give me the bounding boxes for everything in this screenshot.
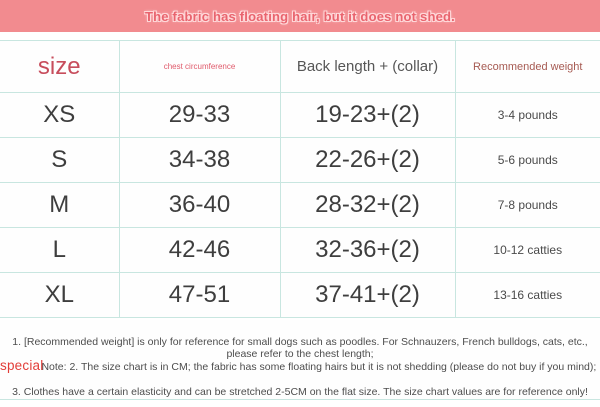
note-line-3: 3. Clothes have a certain elasticity and can be stretched 2-5CM on the flat size. The size chart values are for reference only! xyxy=(12,386,588,398)
note-line-1: 1. [Recommended weight] is only for reference for small dogs such as poodles. For Schnauzers, French bulldogs, cats, etc., please refer to the chest length; xyxy=(12,336,588,360)
top-banner xyxy=(0,0,600,32)
chest-value: 42-46 xyxy=(119,228,280,273)
table-row-s xyxy=(0,138,600,183)
back-value: 28-32+(2) xyxy=(280,183,455,228)
chest-value: 47-51 xyxy=(119,273,280,318)
table-row-xs xyxy=(0,93,600,138)
back-value: 32-36+(2) xyxy=(280,228,455,273)
back-value: 22-26+(2) xyxy=(280,138,455,183)
back-value: 37-41+(2) xyxy=(280,273,455,318)
table-row-m xyxy=(0,183,600,228)
weight-value: 5-6 pounds xyxy=(455,138,600,183)
size-label: XL xyxy=(0,273,119,318)
size-label: L xyxy=(0,228,119,273)
note-label: Note: xyxy=(41,361,67,373)
chest-value: 29-33 xyxy=(119,93,280,138)
header-recommended-weight: Recommended weight xyxy=(455,41,600,93)
size-table xyxy=(0,40,600,318)
special-note-label: special xyxy=(0,358,44,373)
size-label: S xyxy=(0,138,119,183)
header-chest-circumference: chest circumference xyxy=(119,41,280,93)
header-back-length: Back length + (collar) xyxy=(280,41,455,93)
chest-value: 36-40 xyxy=(119,183,280,228)
header-size: size xyxy=(0,41,119,93)
table-row-l xyxy=(0,228,600,273)
weight-value: 10-12 catties xyxy=(455,228,600,273)
back-value: 19-23+(2) xyxy=(280,93,455,138)
banner-text: The fabric has floating hair, but it does not shed. xyxy=(145,8,455,24)
note-line-2-text: 2. The size chart is in CM; the fabric has some floating hairs but it is not shedding (please do not buy if you mind); xyxy=(69,361,597,373)
chest-value: 34-38 xyxy=(119,138,280,183)
note-line-2 xyxy=(0,360,600,373)
table-row-xl xyxy=(0,273,600,318)
notes-section xyxy=(0,320,600,400)
weight-value: 13-16 catties xyxy=(455,273,600,318)
size-label: M xyxy=(0,183,119,228)
table-header-row xyxy=(0,41,600,93)
weight-value: 3-4 pounds xyxy=(455,93,600,138)
size-label: XS xyxy=(0,93,119,138)
weight-value: 7-8 pounds xyxy=(455,183,600,228)
